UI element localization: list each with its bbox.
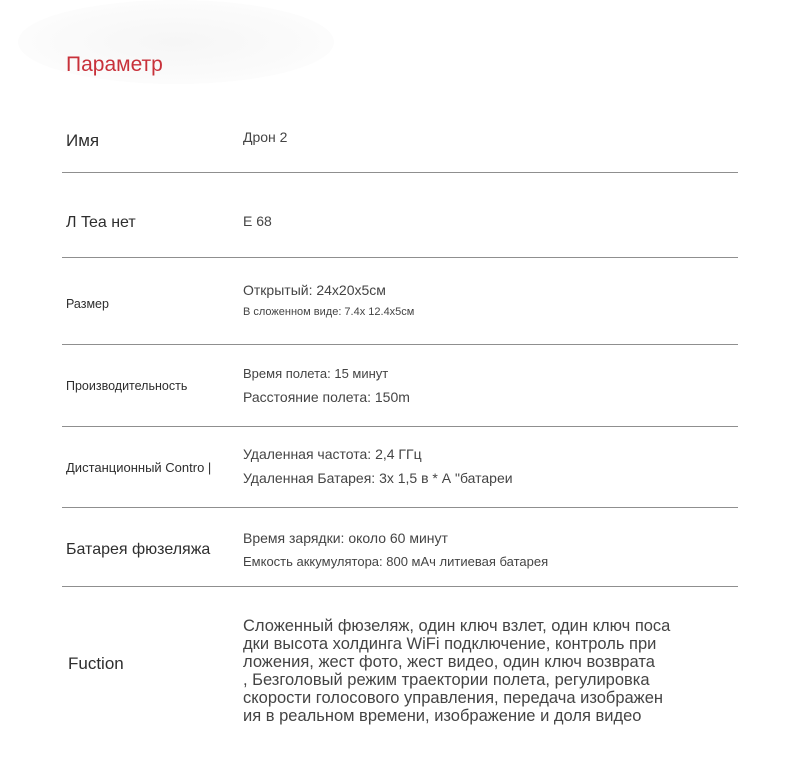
- spec-row-performance: [62, 345, 738, 427]
- spec-label: Производительность: [66, 379, 188, 393]
- description-line: скорости голосового управления, передача изображен: [243, 689, 664, 707]
- spec-label: Л Tea нет: [66, 214, 136, 231]
- spec-value: Емкость аккумулятора: 800 мАч литиевая батарея: [243, 554, 549, 569]
- spec-value: Время зарядки: около 60 минут: [243, 530, 448, 546]
- spec-label: Имя: [66, 131, 100, 150]
- spec-row-model: [62, 173, 738, 258]
- spec-value: Дрон 2: [243, 129, 288, 145]
- spec-row-size: [62, 258, 738, 345]
- spec-label: Дистанционный Contro |: [66, 460, 212, 475]
- spec-row-name: [62, 100, 738, 173]
- spec-value: Открытый: 24x20x5см: [243, 282, 386, 298]
- description-line: ложения, жест фото, жест видео, один ключ возврата: [243, 653, 655, 671]
- spec-value: Удаленная Батарея: 3x 1,5 в * А "батареи: [243, 470, 513, 486]
- description-line: ия в реальном времени, изображение и доля видео: [243, 707, 642, 725]
- spec-row-battery: [62, 508, 738, 587]
- spec-value: В сложенном виде: 7.4x 12.4x5см: [243, 306, 415, 318]
- spec-label: Батарея фюзеляжа: [66, 541, 211, 558]
- spec-value: Удаленная частота: 2,4 ГГц: [243, 446, 422, 462]
- spec-label: Размер: [66, 297, 109, 311]
- description-line: дки высота холдинга WiFi подключение, контроль при: [243, 635, 657, 653]
- spec-row-remote: [62, 427, 738, 508]
- page-title: Параметр: [66, 53, 163, 76]
- description-line: Сложенный фюзеляж, один ключ взлет, один ключ поса: [243, 617, 671, 635]
- description-line: , Безголовый режим траектории полета, регулировка: [243, 671, 650, 689]
- spec-value: Расстояние полета: 150m: [243, 389, 410, 405]
- spec-value: E 68: [243, 213, 272, 229]
- spec-label: Fuction: [68, 654, 124, 673]
- function-description: [243, 617, 713, 725]
- spec-value: Время полета: 15 минут: [243, 366, 389, 381]
